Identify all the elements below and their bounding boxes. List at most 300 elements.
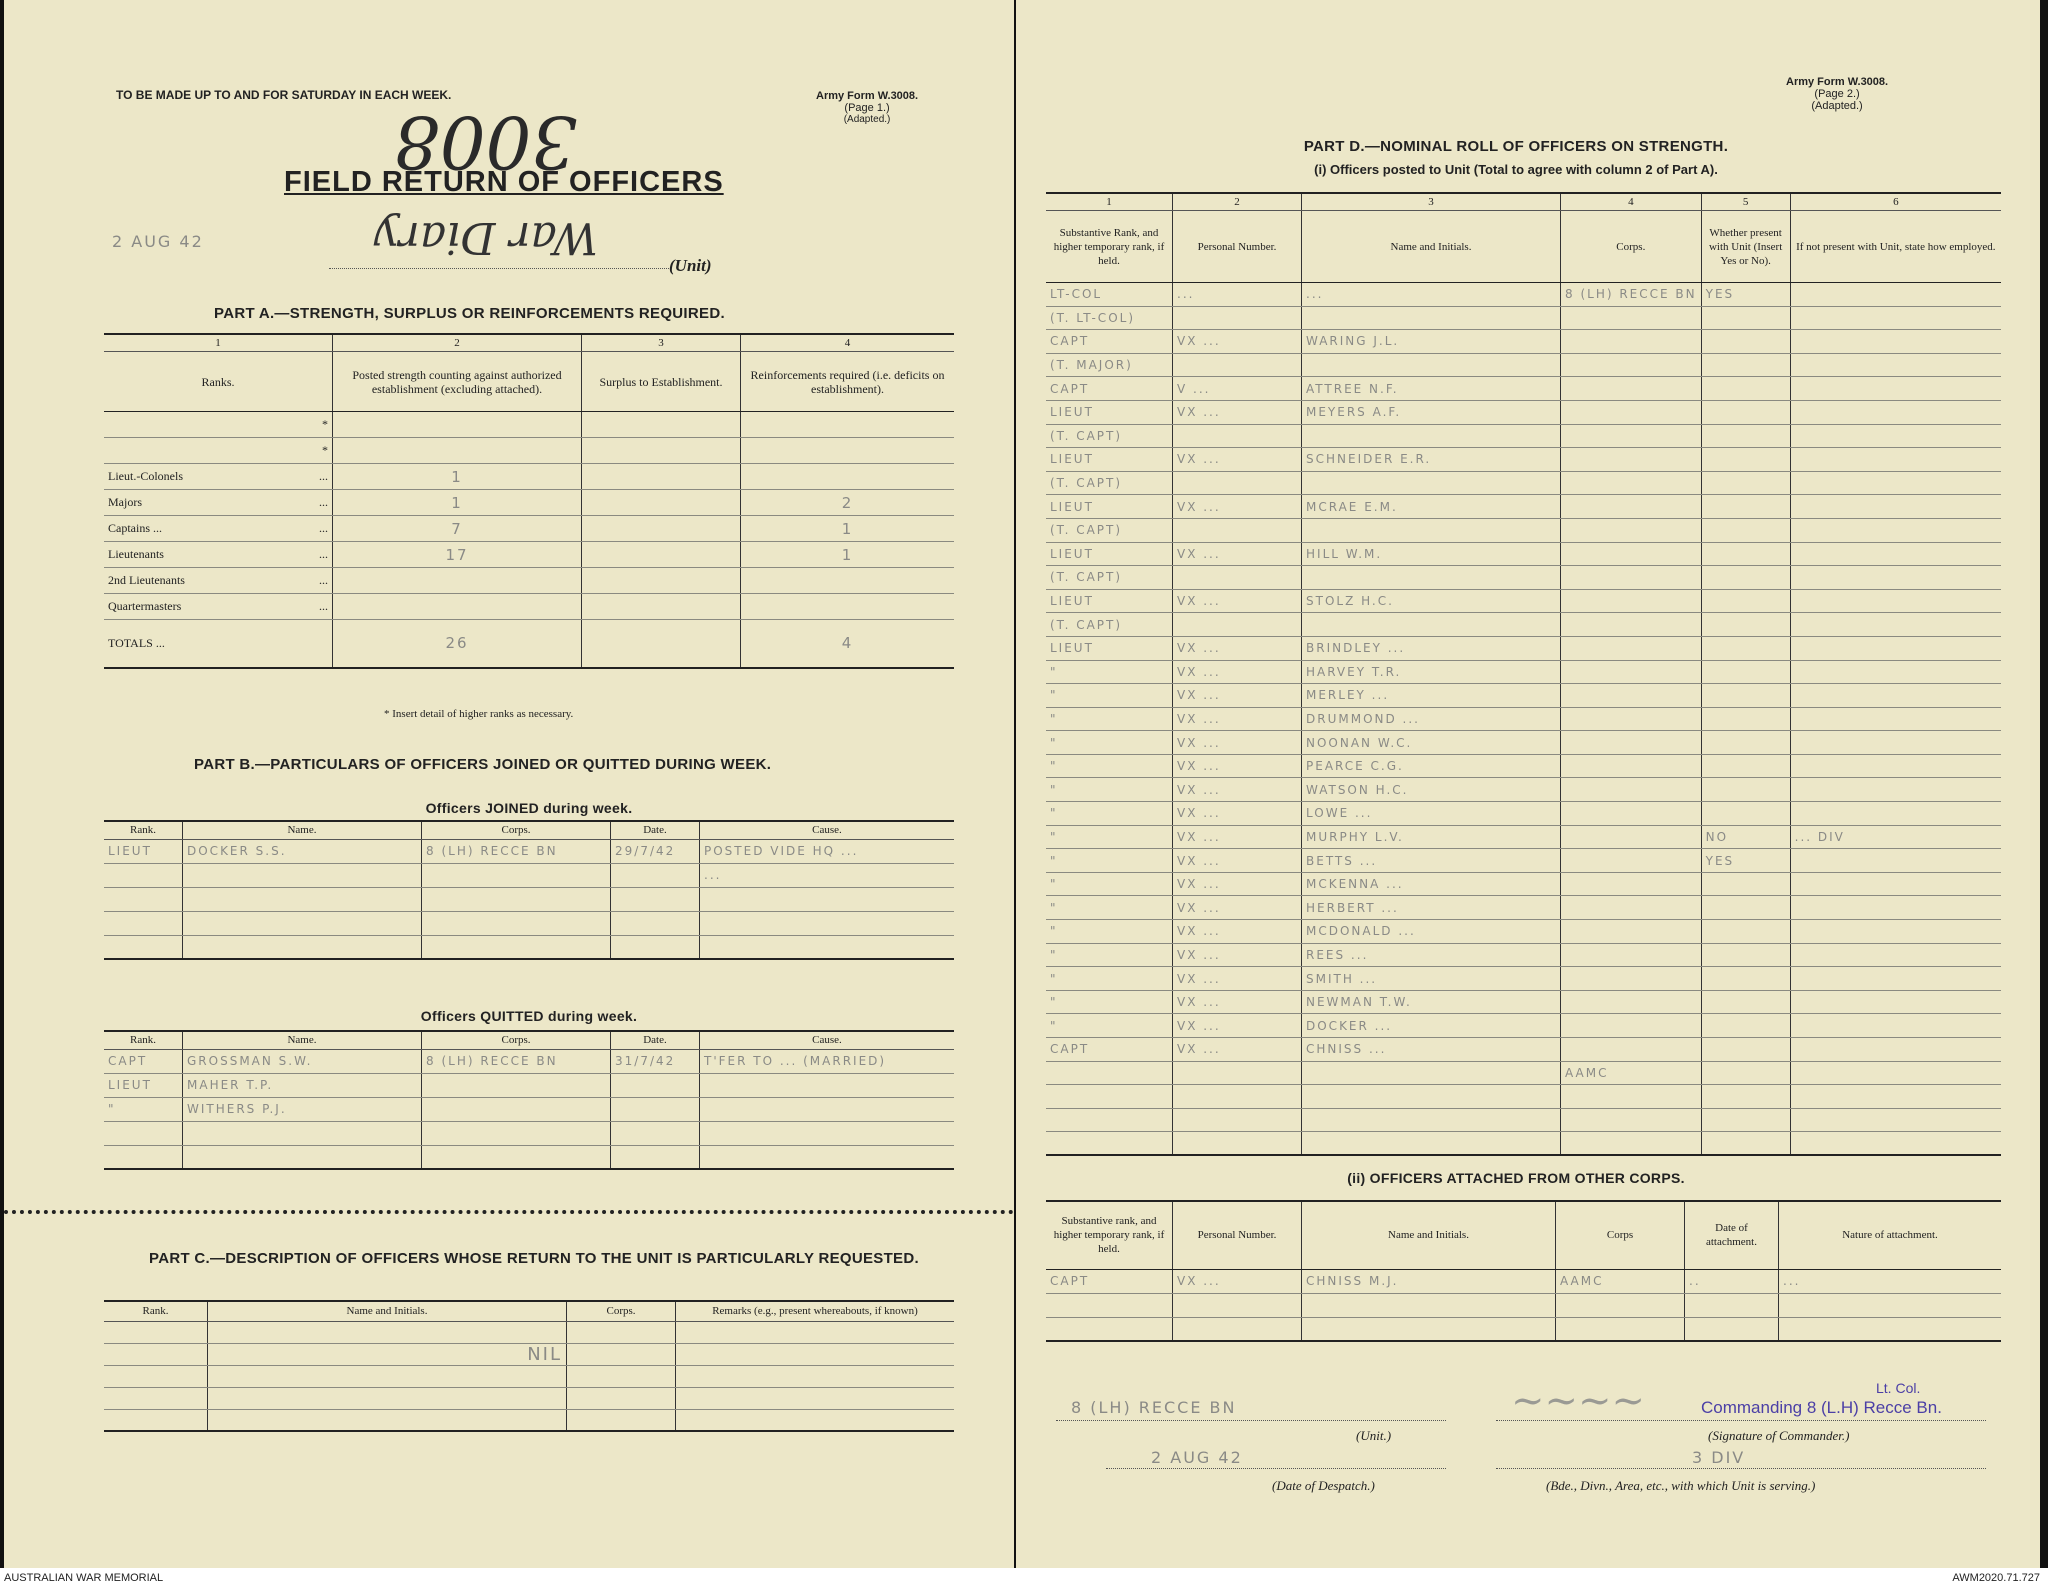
cause-cell <box>700 1073 955 1097</box>
employment-cell <box>1790 1038 2001 1062</box>
table-row <box>104 1387 954 1409</box>
rank-cell: " <box>1046 896 1173 920</box>
rank-cell: (T. CAPT) <box>1046 613 1173 637</box>
left-page <box>4 0 1014 1568</box>
rank-cell: " <box>1046 802 1173 826</box>
table-row <box>1046 589 2001 613</box>
present-cell <box>1701 636 1790 660</box>
present-cell: NO <box>1701 825 1790 849</box>
employment-cell <box>1790 306 2001 330</box>
personal-number-cell: VX ... <box>1173 1269 1302 1293</box>
table-row <box>1046 802 2001 826</box>
personal-number-cell: VX ... <box>1173 542 1302 566</box>
present-cell <box>1701 1085 1790 1109</box>
table-row <box>1046 1061 2001 1085</box>
rank-mark: ... <box>319 573 328 587</box>
employment-cell <box>1790 613 2001 637</box>
table-row <box>1046 825 2001 849</box>
employment-cell <box>1790 967 2001 991</box>
table-row <box>1046 778 2001 802</box>
rank-cell: " <box>1046 849 1173 873</box>
col-head: Rank. <box>104 821 183 839</box>
name-cell: MCRAE E.M. <box>1302 495 1561 519</box>
table-row <box>1046 872 2001 896</box>
rank-cell: " <box>1046 754 1173 778</box>
employment-cell <box>1790 518 2001 542</box>
col-num: 6 <box>1790 193 2001 211</box>
employment-cell <box>1790 542 2001 566</box>
name-cell: HERBERT ... <box>1302 896 1561 920</box>
form-id <box>816 90 918 125</box>
personal-number-cell: VX ... <box>1173 990 1302 1014</box>
corps-cell <box>1561 1014 1702 1038</box>
table-row <box>1046 283 2001 307</box>
corps-cell <box>1556 1293 1685 1317</box>
quitted-title: Officers QUITTED during week. <box>420 1008 638 1024</box>
rank-cell: LIEUT <box>104 1073 183 1097</box>
rank-cell: " <box>1046 943 1173 967</box>
name-cell <box>1302 1108 1561 1132</box>
date-cell <box>611 1097 700 1121</box>
present-cell <box>1701 896 1790 920</box>
surplus-cell <box>582 490 741 516</box>
table-row <box>1046 1269 2001 1293</box>
name-cell: ATTREE N.F. <box>1302 377 1561 401</box>
present-cell <box>1701 731 1790 755</box>
name-cell: MURPHY L.V. <box>1302 825 1561 849</box>
present-cell <box>1701 707 1790 731</box>
rank-cell: (T. CAPT) <box>1046 424 1173 448</box>
col-head: Rank. <box>104 1301 208 1321</box>
table-row <box>104 568 954 594</box>
surplus-cell <box>582 438 741 464</box>
cause-cell <box>700 887 955 911</box>
table-row <box>1046 754 2001 778</box>
present-cell <box>1701 306 1790 330</box>
joined-table <box>104 820 954 960</box>
totals-c4: 4 <box>741 620 955 668</box>
employment-cell <box>1790 1061 2001 1085</box>
name-cell <box>1302 1293 1556 1317</box>
corps-cell <box>1561 400 1702 424</box>
totals-c3 <box>582 620 741 668</box>
employment-cell <box>1790 660 2001 684</box>
rank-cell: " <box>1046 707 1173 731</box>
commanding-stamp: Commanding 8 (L.H) Recce Bn. <box>1701 1398 1942 1417</box>
part-c-table <box>104 1300 954 1432</box>
rank-cell <box>104 490 333 516</box>
personal-number-cell <box>1173 1317 1302 1341</box>
bde-hand: 3 DIV <box>1692 1448 1746 1467</box>
employment-cell <box>1790 731 2001 755</box>
employment-cell <box>1790 448 2001 472</box>
corps-cell <box>1561 1108 1702 1132</box>
employment-cell <box>1790 1085 2001 1109</box>
corps-cell <box>1561 424 1702 448</box>
name-cell: NEWMAN T.W. <box>1302 990 1561 1014</box>
table-row <box>1046 896 2001 920</box>
corps-cell <box>422 887 611 911</box>
table-row <box>104 464 954 490</box>
personal-number-cell: VX ... <box>1173 636 1302 660</box>
rank-cell: " <box>1046 967 1173 991</box>
col-head: Name. <box>183 1031 422 1049</box>
employment-cell <box>1790 1132 2001 1156</box>
corps-cell <box>422 1073 611 1097</box>
corps-cell <box>1561 731 1702 755</box>
corps-cell: 8 (LH) RECCE BN <box>422 1049 611 1073</box>
corps-cell <box>1561 518 1702 542</box>
present-cell <box>1701 990 1790 1014</box>
table-row <box>104 1073 954 1097</box>
table-row <box>1046 707 2001 731</box>
col-head: Cause. <box>700 821 955 839</box>
table-row <box>1046 1085 2001 1109</box>
part-c-heading: PART C.—DESCRIPTION OF OFFICERS WHOSE RETURN TO THE UNIT IS PARTICULARLY REQUESTED. <box>149 1250 919 1267</box>
rank-cell: LIEUT <box>1046 636 1173 660</box>
part-d-table <box>1046 192 2001 1156</box>
col-head: Posted strength counting against authorized establishment (excluding attached). <box>333 352 582 412</box>
table-row <box>1046 566 2001 590</box>
name-cell: HILL W.M. <box>1302 542 1561 566</box>
name-cell <box>1302 566 1561 590</box>
name-cell: NOONAN W.C. <box>1302 731 1561 755</box>
rank-cell <box>1046 1293 1173 1317</box>
table-row <box>1046 920 2001 944</box>
table-row <box>104 438 954 464</box>
col-head: Reinforcements required (i.e. deficits on establishment). <box>741 352 955 412</box>
table-row <box>1046 849 2001 873</box>
table-row <box>1046 448 2001 472</box>
strength-cell <box>333 594 582 620</box>
part-d-head-row <box>1046 211 2001 283</box>
strength-cell: 7 <box>333 516 582 542</box>
footer-left: AUSTRALIAN WAR MEMORIAL <box>4 1572 164 1584</box>
rank-mark: ... <box>319 599 328 613</box>
bde-line <box>1496 1468 1986 1469</box>
col-head: Date of attachment. <box>1685 1201 1779 1269</box>
present-cell <box>1701 471 1790 495</box>
rank-cell <box>104 438 333 464</box>
col-head: Ranks. <box>104 352 333 412</box>
corps-cell <box>1561 872 1702 896</box>
table-row <box>1046 636 2001 660</box>
col-head: Corps. <box>567 1301 676 1321</box>
rank-mark: * <box>322 417 328 431</box>
table-row <box>1046 1038 2001 1062</box>
rank-cell <box>104 516 333 542</box>
present-cell <box>1701 1038 1790 1062</box>
employment-cell <box>1790 377 2001 401</box>
name-cell: GROSSMAN S.W. <box>183 1049 422 1073</box>
form-id-right <box>1786 76 1888 112</box>
personal-number-cell: VX ... <box>1173 400 1302 424</box>
rank-cell: LT-COL <box>1046 283 1173 307</box>
part-d-subheading: (i) Officers posted to Unit (Total to agree with column 2 of Part A). <box>1314 162 1718 177</box>
employment-cell <box>1790 754 2001 778</box>
table-row <box>104 1365 954 1387</box>
rank-label: Quartermasters <box>108 599 182 613</box>
table-row <box>1046 424 2001 448</box>
name-cell: SMITH ... <box>1302 967 1561 991</box>
date-cell <box>611 911 700 935</box>
table-row <box>104 1145 954 1169</box>
personal-number-cell: VX ... <box>1173 825 1302 849</box>
part-a-table <box>104 333 954 669</box>
col-head: Corps <box>1556 1201 1685 1269</box>
employment-cell <box>1790 1014 2001 1038</box>
corps-cell <box>1561 896 1702 920</box>
personal-number-cell <box>1173 1108 1302 1132</box>
personal-number-cell: VX ... <box>1173 684 1302 708</box>
personal-number-cell: VX ... <box>1173 707 1302 731</box>
table-row <box>1046 471 2001 495</box>
date-hand: 2 AUG 42 <box>1151 1448 1243 1467</box>
rank-cell: CAPT <box>104 1049 183 1073</box>
col-head: Name and Initials. <box>208 1301 567 1321</box>
present-cell <box>1701 613 1790 637</box>
employment-cell <box>1790 778 2001 802</box>
footer-right: AWM2020.71.727 <box>1952 1572 2040 1584</box>
form-page: (Page 2.) <box>1814 88 1860 100</box>
corps-cell: AAMC <box>1561 1061 1702 1085</box>
corps-cell <box>1561 636 1702 660</box>
rank-cell: LIEUT <box>1046 448 1173 472</box>
attached-table <box>1046 1200 2001 1342</box>
corps-cell <box>1561 849 1702 873</box>
corps-cell <box>1561 448 1702 472</box>
cause-cell: ... <box>700 863 955 887</box>
name-cell: LOWE ... <box>1302 802 1561 826</box>
corps-cell <box>422 1145 611 1169</box>
personal-number-cell: VX ... <box>1173 330 1302 354</box>
employment-cell <box>1790 424 2001 448</box>
personal-number-cell: ... <box>1173 283 1302 307</box>
name-cell <box>183 1121 422 1145</box>
corps-cell <box>1561 306 1702 330</box>
attached-heading: (ii) OFFICERS ATTACHED FROM OTHER CORPS. <box>1347 1170 1685 1186</box>
tear-line <box>4 1210 1014 1214</box>
table-row <box>104 594 954 620</box>
rank-cell: CAPT <box>1046 330 1173 354</box>
table-row <box>1046 731 2001 755</box>
personal-number-cell: VX ... <box>1173 1038 1302 1062</box>
name-cell: DOCKER S.S. <box>183 839 422 863</box>
attached-head-row <box>1046 1201 2001 1269</box>
present-cell <box>1701 377 1790 401</box>
corps-cell <box>1561 943 1702 967</box>
name-cell: ... <box>1302 283 1561 307</box>
date-cell: 31/7/42 <box>611 1049 700 1073</box>
rank-cell: LIEUT <box>1046 495 1173 519</box>
present-cell <box>1701 518 1790 542</box>
personal-number-cell: VX ... <box>1173 731 1302 755</box>
corps-cell <box>1561 353 1702 377</box>
corps-cell <box>422 935 611 959</box>
part-c-head-row <box>104 1301 954 1321</box>
name-cell <box>1302 1132 1561 1156</box>
table-row <box>1046 542 2001 566</box>
employment-cell <box>1790 896 2001 920</box>
corps-cell: 8 (LH) RECCE BN <box>1561 283 1702 307</box>
unit-line <box>329 268 669 269</box>
strength-cell: 1 <box>333 464 582 490</box>
present-cell <box>1701 424 1790 448</box>
name-cell: STOLZ H.C. <box>1302 589 1561 613</box>
name-cell: HARVEY T.R. <box>1302 660 1561 684</box>
rank-label: Majors <box>108 495 142 509</box>
col-head: Corps. <box>1561 211 1702 283</box>
table-row <box>104 1121 954 1145</box>
corps-cell <box>1561 684 1702 708</box>
table-row <box>1046 613 2001 637</box>
employment-cell <box>1790 353 2001 377</box>
corps-cell <box>1561 471 1702 495</box>
name-cell <box>183 1145 422 1169</box>
name-cell: SCHNEIDER E.R. <box>1302 448 1561 472</box>
surplus-cell <box>582 516 741 542</box>
col-head: Date. <box>611 821 700 839</box>
employment-cell <box>1790 684 2001 708</box>
personal-number-cell <box>1173 566 1302 590</box>
present-cell <box>1701 684 1790 708</box>
present-cell <box>1701 566 1790 590</box>
personal-number-cell: VX ... <box>1173 920 1302 944</box>
rank-cell: " <box>1046 778 1173 802</box>
corps-cell <box>1561 377 1702 401</box>
personal-number-cell: VX ... <box>1173 802 1302 826</box>
strength-cell: 1 <box>333 490 582 516</box>
strength-cell <box>333 568 582 594</box>
quitted-table <box>104 1030 954 1170</box>
reinforcement-cell: 2 <box>741 490 955 516</box>
table-row <box>1046 306 2001 330</box>
rank-cell <box>104 1145 183 1169</box>
rank-cell: (T. CAPT) <box>1046 518 1173 542</box>
corps-cell <box>1561 1132 1702 1156</box>
employment-cell <box>1790 636 2001 660</box>
table-row <box>1046 1317 2001 1341</box>
personal-number-cell <box>1173 353 1302 377</box>
table-row <box>1046 967 2001 991</box>
page-title: FIELD RETURN OF OFFICERS <box>284 166 724 198</box>
rank-cell <box>104 887 183 911</box>
rank-cell: LIEUT <box>104 839 183 863</box>
personal-number-cell: VX ... <box>1173 754 1302 778</box>
table-row <box>104 1321 954 1343</box>
col-head: Corps. <box>422 1031 611 1049</box>
col-head: Name. <box>183 821 422 839</box>
table-row <box>104 887 954 911</box>
date-cell <box>611 1073 700 1097</box>
rank-cell: " <box>1046 990 1173 1014</box>
present-cell <box>1701 778 1790 802</box>
col-head: Rank. <box>104 1031 183 1049</box>
rank-cell: " <box>1046 825 1173 849</box>
corps-cell <box>1561 330 1702 354</box>
bde-label: (Bde., Divn., Area, etc., with which Unit is serving.) <box>1546 1478 1816 1493</box>
date-cell <box>611 935 700 959</box>
name-cell <box>1302 1085 1561 1109</box>
present-cell <box>1701 920 1790 944</box>
rank-cell <box>104 863 183 887</box>
form-adapted: (Adapted.) <box>843 114 891 125</box>
table-row <box>104 1049 954 1073</box>
personal-number-cell <box>1173 1085 1302 1109</box>
personal-number-cell <box>1173 424 1302 448</box>
rank-label: Captains ... <box>108 521 162 535</box>
rank-cell <box>1046 1061 1173 1085</box>
employment-cell <box>1790 283 2001 307</box>
rank-cell <box>1046 1085 1173 1109</box>
table-row <box>1046 1132 2001 1156</box>
personal-number-cell: VX ... <box>1173 778 1302 802</box>
employment-cell <box>1790 566 2001 590</box>
strength-cell: 17 <box>333 542 582 568</box>
name-cell <box>1302 1317 1556 1341</box>
table-row <box>1046 684 2001 708</box>
unit-label: (Unit) <box>669 256 712 275</box>
name-cell: MCDONALD ... <box>1302 920 1561 944</box>
sig-label: (Signature of Commander.) <box>1708 1428 1850 1443</box>
corps-cell <box>422 863 611 887</box>
present-cell <box>1701 660 1790 684</box>
rank-cell <box>104 412 333 438</box>
personal-number-cell: VX ... <box>1173 660 1302 684</box>
present-cell <box>1701 802 1790 826</box>
rank-mark: ... <box>319 521 328 535</box>
name-cell <box>183 887 422 911</box>
name-cell <box>1302 424 1561 448</box>
reinforcement-cell <box>741 412 955 438</box>
table-row <box>1046 1293 2001 1317</box>
name-cell <box>1302 613 1561 637</box>
cause-cell <box>700 911 955 935</box>
cause-cell <box>700 935 955 959</box>
date-cell <box>611 1121 700 1145</box>
form-adapted: (Adapted.) <box>1811 100 1863 112</box>
date-cell <box>611 1145 700 1169</box>
employment-cell <box>1790 400 2001 424</box>
rank-label: Lieut.-Colonels <box>108 469 183 483</box>
personal-number-cell: VX ... <box>1173 448 1302 472</box>
table-row <box>104 839 954 863</box>
name-cell: MAHER T.P. <box>183 1073 422 1097</box>
employment-cell <box>1790 330 2001 354</box>
employment-cell <box>1790 589 2001 613</box>
name-cell: WATSON H.C. <box>1302 778 1561 802</box>
corps-cell: 8 (LH) RECCE BN <box>422 839 611 863</box>
part-a-num-row <box>104 334 954 352</box>
rank-cell <box>104 935 183 959</box>
personal-number-cell: VX ... <box>1173 589 1302 613</box>
reinforcement-cell: 1 <box>741 516 955 542</box>
reinforcement-cell <box>741 594 955 620</box>
present-cell <box>1701 943 1790 967</box>
unit-line-right <box>1056 1420 1446 1421</box>
name-cell <box>183 863 422 887</box>
totals-label <box>104 620 333 668</box>
present-cell <box>1701 1108 1790 1132</box>
corps-cell <box>1556 1317 1685 1341</box>
corps-cell <box>422 911 611 935</box>
present-cell <box>1701 1014 1790 1038</box>
corps-cell <box>1561 1085 1702 1109</box>
col-head: Remarks (e.g., present whereabouts, if known) <box>676 1301 955 1321</box>
name-cell: BETTS ... <box>1302 849 1561 873</box>
corps-cell <box>1561 967 1702 991</box>
rank-cell: LIEUT <box>1046 400 1173 424</box>
